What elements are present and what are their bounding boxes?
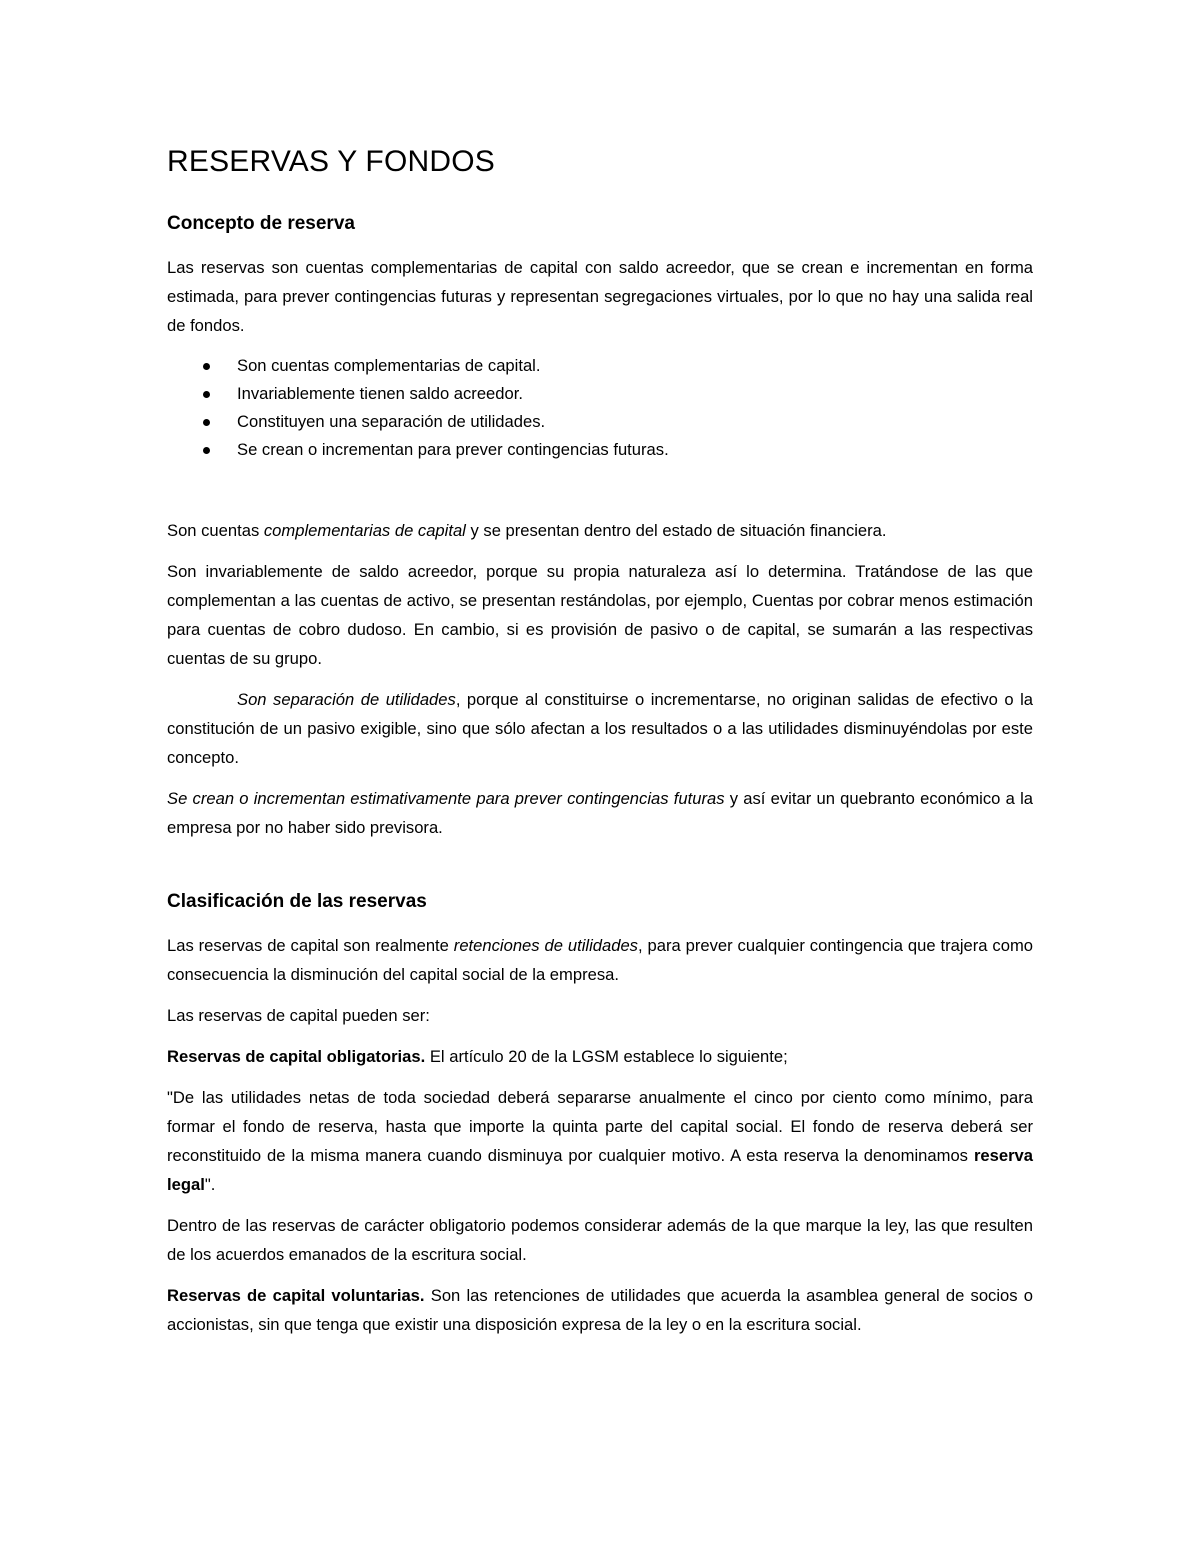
bullet-icon bbox=[203, 391, 210, 398]
paragraph-separacion-utilidades: Son separación de utilidades, porque al constituirse o incrementarse, no originan salidas de efectivo o la constitución de un pasivo exigible, sino que sólo afectan a los resultados o a las utilidades disminuyéndolas por este concepto. bbox=[167, 690, 1033, 767]
list-item: Constituyen una separación de utilidades. bbox=[167, 408, 1033, 436]
spacer bbox=[167, 476, 1033, 516]
paragraph-complementarias: Son cuentas complementarias de capital y se presentan dentro del estado de situación financiera. bbox=[167, 521, 887, 540]
paragraph-intro: Las reservas son cuentas complementarias de capital con saldo acreedor, que se crean e incrementan en forma estimada, para prever contingencias futuras y representan segregaciones virtuales, por lo que no hay una salida real de fondos. bbox=[167, 258, 1033, 335]
paragraph-saldo-acreedor: Son invariablemente de saldo acreedor, porque su propia naturaleza así lo determina. Tratándose de las que complementan a las cuentas de activo, se presentan restándolas, por ejemplo, Cuentas por cobrar menos estimación para cuentas de cobro dudoso. En cambio, si es provisión de pasivo o de capital, se sumarán a las respectivas cuentas de su grupo. bbox=[167, 562, 1033, 668]
heading-concepto-de-reserva: Concepto de reserva bbox=[167, 213, 355, 234]
paragraph-pueden-ser: Las reservas de capital pueden ser: bbox=[167, 1006, 430, 1025]
paragraph-retenciones: Las reservas de capital son realmente retenciones de utilidades, para prever cualquier contingencia que trajera como consecuencia la disminución del capital social de la empresa. bbox=[167, 936, 1033, 984]
paragraph-quote-lgsm: "De las utilidades netas de toda sociedad deberá separarse anualmente el cinco por ciento como mínimo, para formar el fondo de reserva, hasta que importe la quinta parte del capital social. El fondo de reserva deberá ser reconstituido de la misma manera cuando disminuya por cualquier motivo. A esta reserva la denominamos reserva legal". bbox=[167, 1088, 1033, 1194]
list-item: Son cuentas complementarias de capital. bbox=[167, 352, 1033, 380]
bullet-list bbox=[167, 352, 1033, 464]
paragraph-contingencias: Se crean o incrementan estimativamente para prever contingencias futuras y así evitar un quebranto económico a la empresa por no haber sido previsora. bbox=[167, 789, 1033, 837]
spacer bbox=[167, 854, 1033, 888]
document-page bbox=[167, 140, 1033, 1351]
list-item: Se crean o incrementan para prever contingencias futuras. bbox=[167, 436, 1033, 464]
bullet-icon bbox=[203, 363, 210, 370]
paragraph-obligatorias: Reservas de capital obligatorias. El artículo 20 de la LGSM establece lo siguiente; bbox=[167, 1047, 788, 1066]
document-title: RESERVAS Y FONDOS bbox=[167, 145, 495, 178]
bullet-icon bbox=[203, 419, 210, 426]
list-item: Invariablemente tienen saldo acreedor. bbox=[167, 380, 1033, 408]
paragraph-caracter-obligatorio: Dentro de las reservas de carácter obligatorio podemos considerar además de la que marque la ley, las que resulten de los acuerdos emanados de la escritura social. bbox=[167, 1216, 1033, 1264]
paragraph-voluntarias: Reservas de capital voluntarias. Son las retenciones de utilidades que acuerda la asamblea general de socios o accionistas, sin que tenga que existir una disposición expresa de la ley o en la escritura social. bbox=[167, 1286, 1033, 1334]
bullet-icon bbox=[203, 447, 210, 454]
heading-clasificacion-reservas: Clasificación de las reservas bbox=[167, 891, 427, 912]
